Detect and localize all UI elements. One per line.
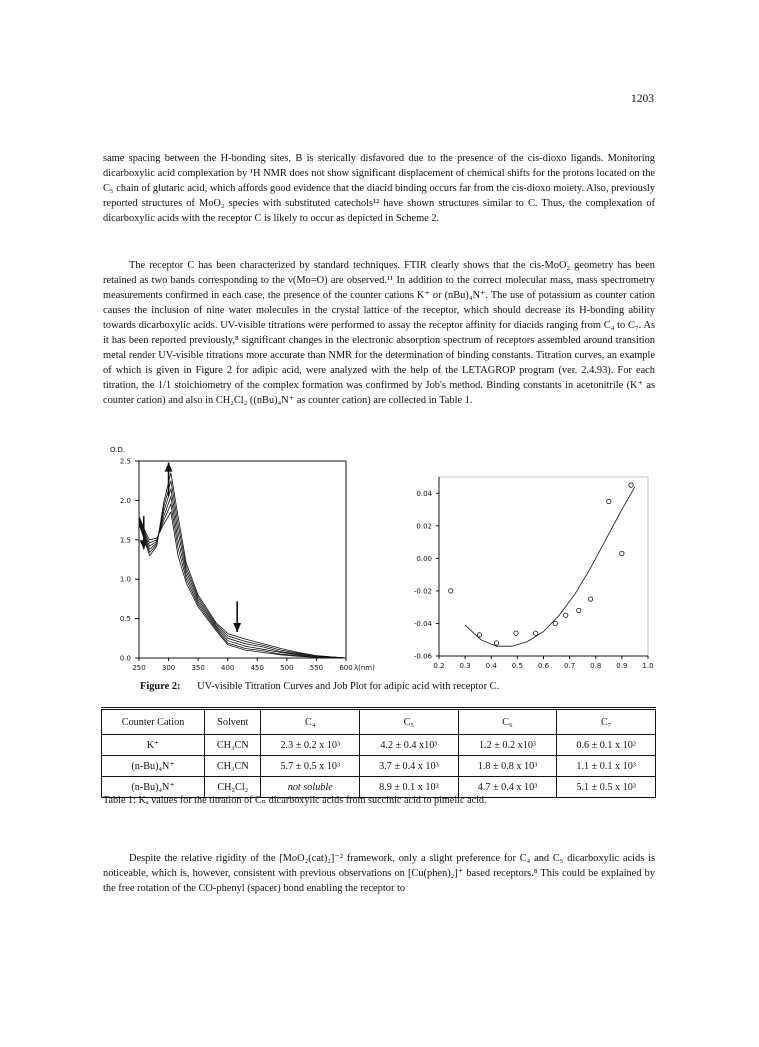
- x-tick-label: 550: [309, 664, 324, 672]
- x-tick-label: 0.7: [564, 662, 576, 670]
- titration-curve: [139, 481, 346, 658]
- table-cell: 1.1 ± 0.1 x 10³: [557, 756, 656, 777]
- y-tick-label: 1.0: [119, 575, 131, 584]
- uv-titration-chart: [110, 446, 375, 672]
- table-cell: 2.3 ± 0.2 x 10³: [261, 735, 360, 756]
- x-tick-label: 450: [250, 664, 264, 672]
- x-tick-label: 500: [280, 664, 294, 672]
- x-tick-label: 350: [191, 664, 205, 672]
- data-point: [477, 633, 481, 637]
- table-cell: K⁺: [102, 735, 205, 756]
- data-point: [588, 597, 592, 601]
- page-number: 1203: [631, 93, 654, 105]
- table-header-cell: C₆: [458, 709, 557, 735]
- table-cell: (n-Bu)₄N⁺: [102, 777, 205, 798]
- y-tick-label: 0.0: [119, 654, 131, 663]
- titration-curve: [139, 512, 346, 658]
- y-axis-label: O.D.: [110, 446, 126, 454]
- data-point: [449, 589, 453, 593]
- arrow-head: [233, 623, 241, 632]
- y-tick-label: 0.02: [416, 522, 432, 531]
- titration-curve: [139, 504, 346, 658]
- y-tick-label: -0.02: [413, 587, 432, 596]
- table-cell: 1.2 ± 0.2 x10³: [458, 735, 557, 756]
- table-cell: not soluble: [261, 777, 360, 798]
- x-tick-label: 300: [161, 664, 176, 672]
- y-tick-label: 0.04: [416, 489, 432, 498]
- y-tick-label: 2.5: [119, 457, 131, 466]
- table-cell: 3.7 ± 0.4 x 10³: [360, 756, 459, 777]
- table-header-cell: Counter Cation: [102, 709, 205, 735]
- table-header-row: [102, 709, 656, 735]
- table-caption: Table 1: Kₐ values for the titration of Cₙ dicarboxylic acids from succinic acid to pimelic acid.: [103, 795, 487, 806]
- body-paragraph-1: same spacing between the H-bonding sites, B is sterically disfavored due to the presence of the cis-dioxo ligands. Monitoring dicarboxylic acid complexation by ¹H NMR does not show significant displacement of chemical shifts for the protons located on the C₅ chain of glutaric acid, which affords good evidence that the diacid binding occurs far from the cis-dioxo moiety. Also, previously reported structures of MoO₂ species with substituted catechols¹² have shown structures similar to C. Thus, the complexation of dicarboxylic acids with the receptor C is likely to occur as depicted in Scheme 2.: [103, 153, 655, 224]
- table-header-cell: C₇: [557, 709, 656, 735]
- x-tick-label: 0.5: [511, 662, 523, 670]
- table-row: [102, 735, 656, 756]
- table-cell: 4.2 ± 0.4 x10³: [360, 735, 459, 756]
- y-tick-label: 1.5: [119, 536, 131, 545]
- y-tick-label: -0.06: [413, 652, 432, 661]
- figure-caption: [140, 681, 499, 692]
- data-point: [620, 551, 624, 555]
- data-point: [577, 608, 581, 612]
- table-cell: 5.1 ± 0.5 x 10³: [557, 777, 656, 798]
- data-point: [564, 613, 568, 617]
- table-cell: CH₂Cl₂: [205, 777, 261, 798]
- y-tick-label: 0.5: [119, 615, 131, 624]
- x-tick-label: 0.2: [433, 662, 445, 670]
- x-tick-label: 0.9: [616, 662, 628, 670]
- plot-frame: [439, 477, 648, 656]
- x-tick-label: 0.8: [590, 662, 602, 670]
- y-tick-label: -0.04: [413, 619, 432, 628]
- x-axis-label: λ(nm): [354, 664, 375, 672]
- figure-label: Figure 2:: [140, 681, 181, 692]
- table-cell: CH₃CN: [205, 756, 261, 777]
- x-tick-label: 600: [339, 664, 353, 672]
- data-point: [494, 641, 498, 645]
- table-cell: 0.6 ± 0.1 x 10²: [557, 735, 656, 756]
- x-tick-label: 0.4: [485, 662, 497, 670]
- table-cell: (n-Bu)₄N⁺: [102, 756, 205, 777]
- table-header-cell: C₅: [360, 709, 459, 735]
- y-tick-label: 2.0: [119, 496, 131, 505]
- table-header-cell: C₄: [261, 709, 360, 735]
- data-point: [607, 499, 611, 503]
- x-tick-label: 0.3: [459, 662, 471, 670]
- table-cell: CH₃CN: [205, 735, 261, 756]
- table-cell: 1.8 ± 0.8 x 10³: [458, 756, 557, 777]
- data-point: [514, 631, 518, 635]
- table-row: [102, 756, 656, 777]
- body-paragraph-3: Despite the relative rigidity of the [MoO₂(cat)₂]⁻² framework, only a slight preference for C₄ and C₅ dicarboxylic acids is noticeable, which is, however, consistent with previous observations on [Cu(phen)₂]⁺ based receptors.⁸ This could be explained by the free rotation of the CO-phenyl (spacer) bond enabling the receptor to: [103, 853, 655, 894]
- table-cell: 4.7 ± 0.4 x 10³: [458, 777, 557, 798]
- titration-curve: [139, 473, 346, 658]
- x-tick-label: 0.6: [537, 662, 550, 670]
- y-tick-label: 0.00: [416, 554, 432, 563]
- x-tick-label: 400: [221, 664, 235, 672]
- job-plot-chart: [414, 477, 654, 670]
- table-cell: 5.7 ± 0.5 x 10³: [261, 756, 360, 777]
- body-paragraph-2: The receptor C has been characterized by standard techniques. FTIR clearly shows that the cis-MoO₂ geometry has been retained as two bands corresponding to the ν(Mo=O) are observed.¹¹ In addition to the correct molecular mass, mass spectrometry measurements confirmed in each case, the presence of the counter cations K⁺ or (nBu)₄N⁺. The use of potassium as counter cation causes the inclusion of nine water molecules in the crystal lattice of the receptor, which should decrease its H-bonding ability towards dicarboxylic acids. UV-visible titrations were performed to assay the receptor affinity for diacids ranging from C₄ to C₇. As it has been reported previously,⁸ significant changes in the electronic absorption spectrum of receptors assembled around transition metal render UV-visible titrations more accurate than NMR for the determination of binding constants. Titration curves, an example of which is given in Figure 2 for adipic acid, were analyzed with the help of the LETAGROP program (ver. 2.4.93). For each titration, the 1/1 stoichiometry of the complex formation was confirmed by Job's method. Binding constants in acetonitrile (K⁺ as counter cation) and also in CH₂Cl₂ ((nBu)₄N⁺ as counter cation) are collected in Table 1.: [103, 260, 655, 406]
- arrow-head: [165, 463, 173, 472]
- fit-curve: [465, 487, 635, 646]
- x-tick-label: 250: [132, 664, 146, 672]
- data-point: [553, 621, 557, 625]
- table-cell: 8.9 ± 0.1 x 10³: [360, 777, 459, 798]
- data-point: [629, 483, 633, 487]
- figure-caption-text: UV-visible Titration Curves and Job Plot for adipic acid with receptor C.: [197, 681, 500, 692]
- data-point: [533, 631, 537, 635]
- titration-curve: [139, 497, 346, 659]
- x-tick-label: 1.0: [642, 662, 654, 670]
- table-header-cell: Solvent: [205, 709, 261, 735]
- binding-constants-table: [101, 707, 656, 798]
